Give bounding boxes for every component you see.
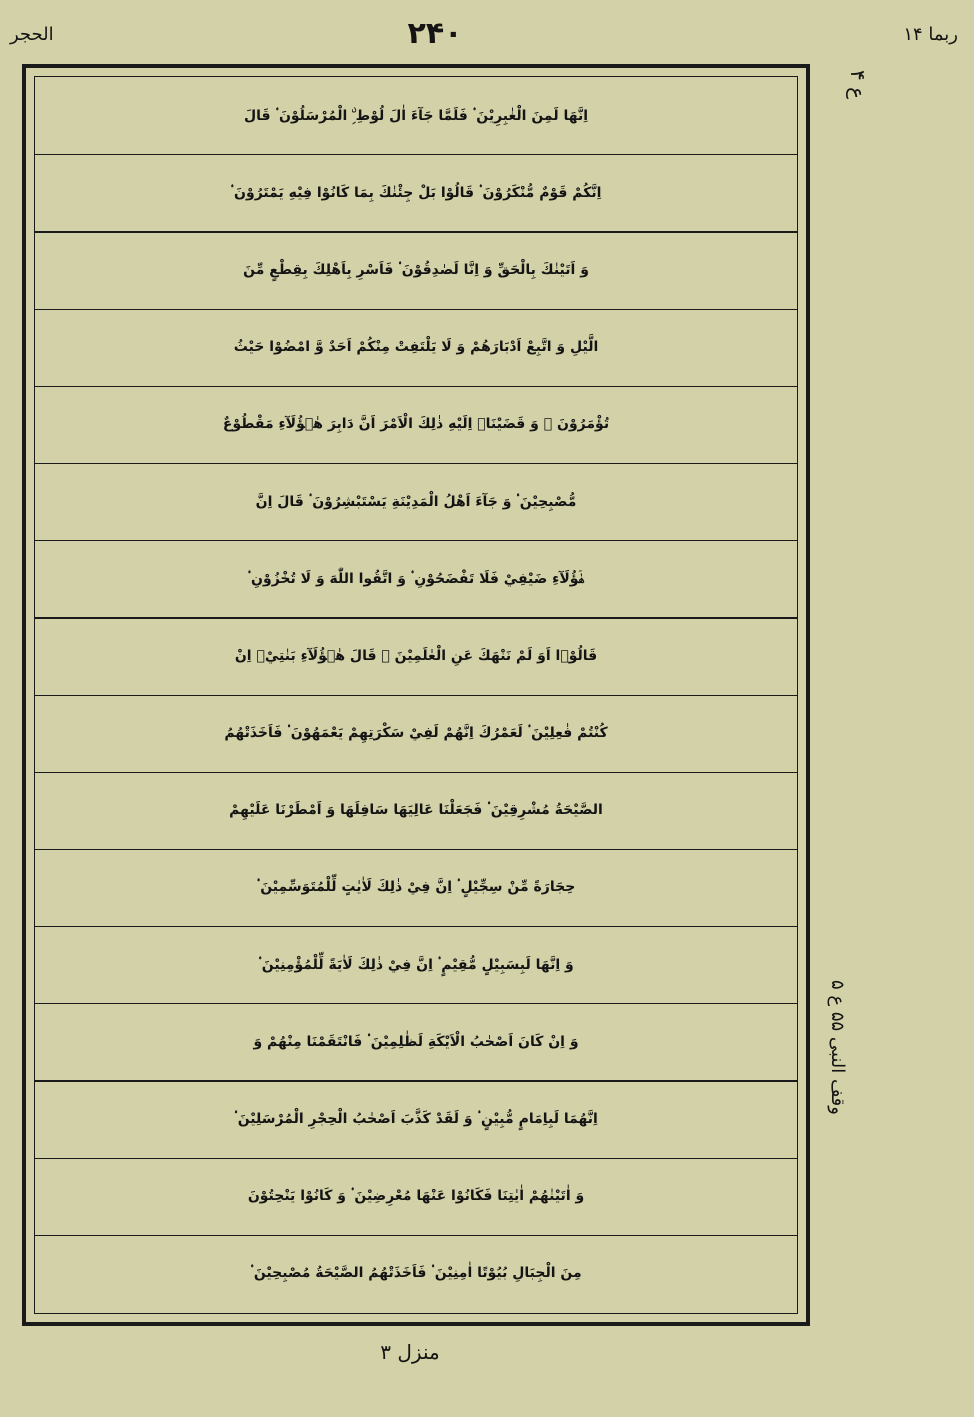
verse-line: حِجَارَةً مِّنْ سِجِّيْلٍ ۟ اِنَّ فِيْ ذٰلِكَ لَاٰيٰتٍ لِّلْمُتَوَسِّمِيْنَ ۟ <box>256 879 576 896</box>
verse-lines <box>34 76 798 1314</box>
verse-line: قَالُوْۤا اَوَ لَمْ نَنْهَكَ عَنِ الْعٰلَمِيْنَ ۟ قَالَ هٰۤؤُلَآءِ بَنٰتِيْۤ اِنْ <box>234 647 598 664</box>
verse-line: اِنَّهُمَا لَبِاِمَامٍ مُّبِيْنٍ ۟ وَ لَقَدْ كَذَّبَ اَصْحٰبُ الْحِجْرِ الْمُرْسَلِيْنَ ۟ <box>234 1111 598 1128</box>
verse-line: وَ اٰتَيْنٰهُمْ اٰيٰتِنَا فَكَانُوْا عَنْهَا مُعْرِضِيْنَ ۟ وَ كَانُوْا يَنْحِتُوْنَ <box>247 1188 585 1205</box>
verse-line: اِنَّكُمْ قَوْمٌ مُّنْكَرُوْنَ ۟ قَالُوْا بَلْ جِئْنٰكَ بِمَا كَانُوْا فِيْهِ يَمْتَرُوْنَ ۟ <box>230 184 602 201</box>
page-number: ۲۴۰ <box>407 16 463 51</box>
manzil-label: منزل ۳ <box>380 1340 440 1364</box>
juz-name: ربما ۱۴ <box>903 24 958 45</box>
verse-line: اِنَّهَا لَمِنَ الْغٰبِرِيْنَ ۟ فَلَمَّا جَآءَ اٰلَ لُوْطِ ِۨ الْمُرْسَلُوْنَ ۟ قَالَ <box>244 107 589 124</box>
page-header <box>0 14 974 64</box>
verse-line: مُّصْبِحِيْنَ ۟ وَ جَآءَ اَهْلُ الْمَدِيْنَةِ يَسْتَبْشِرُوْنَ ۟ قَالَ اِنَّ <box>255 493 577 510</box>
verse-line: كُنْتُمْ فٰعِلِيْنَ ۟ لَعَمْرُكَ اِنَّهُمْ لَفِيْ سَكْرَتِهِمْ يَعْمَهُوْنَ ۟ فَاَخَذَتْهُمُ <box>224 725 608 742</box>
verse-line: مِنَ الْجِبَالِ بُيُوْتًا اٰمِنِيْنَ ۟ فَاَخَذَتْهُمُ الصَّيْحَةُ مُصْبِحِيْنَ ۟ <box>250 1265 582 1282</box>
verse-line: تُؤْمَرُوْنَ ۟ وَ قَضَيْنَاۤ اِلَيْهِ ذٰلِكَ الْاَمْرَ اَنَّ دَابِرَ هٰۤؤُلَآءِ مَقْطُوْعٌ <box>222 416 610 433</box>
verse-line: وَ اِنَّهَا لَبِسَبِيْلٍ مُّقِيْمٍ ۟ اِنَّ فِيْ ذٰلِكَ لَاٰيَةً لِّلْمُؤْمِنِيْنَ ۟ <box>258 956 574 973</box>
verse-line: الَّيْلِ وَ اتَّبِعْ اَدْبَارَهُمْ وَ لَا يَلْتَفِتْ مِنْكُمْ اَحَدٌ وَّ امْضُوْا حَيْثُ <box>233 339 599 356</box>
verse-line: هٰۤؤُلَآءِ ضَيْفِيْ فَلَا تَفْضَحُوْنِ ۟ وَ اتَّقُوا اللّٰهَ وَ لَا تُخْزُوْنِ ۟ <box>247 570 585 587</box>
verse-line: الصَّيْحَةُ مُشْرِقِيْنَ ۟ فَجَعَلْنَا عَالِيَهَا سَافِلَهَا وَ اَمْطَرْنَا عَلَيْهِمْ <box>229 802 603 819</box>
verse-line: وَ اِنْ كَانَ اَصْحٰبُ الْاَيْكَةِ لَظٰلِمِيْنَ ۟ فَانْتَقَمْنَا مِنْهُمْ وَ <box>253 1033 579 1050</box>
surah-name: الحجر <box>10 24 54 45</box>
ruku-marker: ع ۴ <box>846 70 870 100</box>
text-frame <box>22 64 810 1326</box>
verse-line: وَ اَتَيْنٰكَ بِالْحَقِّ وَ اِنَّا لَصٰدِقُوْنَ ۟ فَاَسْرِ بِاَهْلِكَ بِقِطْعٍ مِّنَ <box>243 261 589 278</box>
waqf-note: وقف النبی ۵۵ ع ۵ <box>827 980 848 1115</box>
